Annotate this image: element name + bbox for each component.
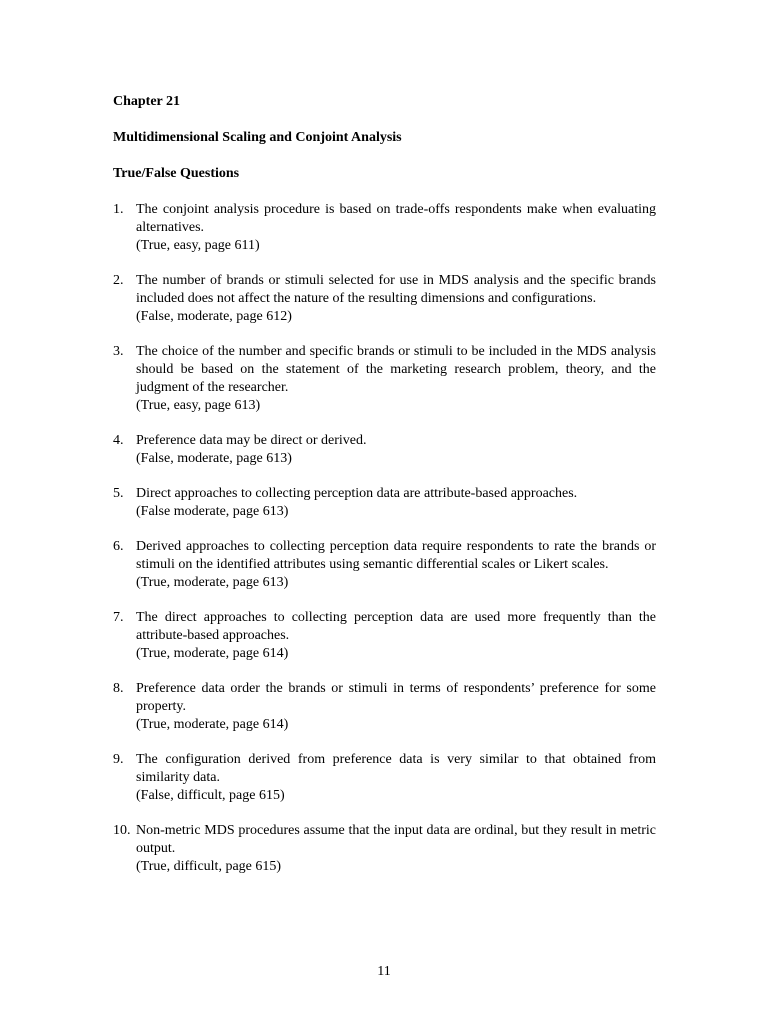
question-item — [113, 680, 656, 734]
question-answer: (True, moderate, page 614) — [136, 717, 289, 732]
question-number: 3. — [113, 344, 124, 359]
question-answer: (False, moderate, page 612) — [136, 309, 292, 324]
question-item — [113, 609, 656, 663]
question-number: 7. — [113, 610, 124, 625]
question-list — [113, 201, 656, 876]
question-text: Preference data may be direct or derived. — [136, 433, 367, 448]
question-text: Direct approaches to collecting perception data are attribute-based approaches. — [136, 486, 578, 501]
question-body — [136, 751, 656, 805]
question-text: Preference data order the brands or stimuli in terms of respondents’ preference for some property. — [136, 681, 656, 714]
chapter-title: Multidimensional Scaling and Conjoint Analysis — [113, 130, 402, 145]
question-answer: (True, moderate, page 613) — [136, 575, 289, 590]
question-item — [113, 822, 656, 876]
question-text: The number of brands or stimuli selected for use in MDS analysis and the specific brands included does not affect the nature of the resulting dimensions and configurations. — [136, 273, 656, 306]
question-text: Non-metric MDS procedures assume that the input data are ordinal, but they result in metric output. — [136, 823, 656, 856]
chapter-heading: Chapter 21 — [113, 94, 181, 109]
page-number: 11 — [377, 964, 391, 979]
question-answer: (True, easy, page 611) — [136, 238, 260, 253]
question-text: The direct approaches to collecting perception data are used more frequently than the attribute-based approaches. — [136, 610, 656, 643]
question-number: 1. — [113, 202, 124, 217]
question-body — [136, 609, 656, 663]
document-page — [113, 93, 656, 893]
question-answer: (False, moderate, page 613) — [136, 451, 292, 466]
question-answer: (False, difficult, page 615) — [136, 788, 285, 803]
question-text: Derived approaches to collecting perception data require respondents to rate the brands or stimuli on the identified attributes using semantic differential scales or Likert scales. — [136, 539, 656, 572]
question-item — [113, 201, 656, 255]
question-item — [113, 272, 656, 326]
question-answer: (False moderate, page 613) — [136, 504, 289, 519]
question-text: The choice of the number and specific brands or stimuli to be included in the MDS analysis should be based on the statement of the marketing research problem, theory, and the judgment of the researcher. — [136, 344, 656, 395]
question-text: The conjoint analysis procedure is based on trade-offs respondents make when evaluating alternatives. — [136, 202, 656, 235]
question-number: 9. — [113, 752, 124, 767]
question-item — [113, 485, 656, 521]
question-number: 4. — [113, 433, 124, 448]
question-item — [113, 538, 656, 592]
question-body — [136, 680, 656, 734]
question-item — [113, 751, 656, 805]
question-body — [136, 432, 656, 468]
section-heading: True/False Questions — [113, 166, 240, 181]
question-body — [136, 272, 656, 326]
question-item — [113, 432, 656, 468]
question-number: 10. — [113, 823, 131, 838]
question-body — [136, 343, 656, 415]
question-number: 8. — [113, 681, 124, 696]
question-number: 6. — [113, 539, 124, 554]
question-body — [136, 538, 656, 592]
question-answer: (True, moderate, page 614) — [136, 646, 289, 661]
question-text: The configuration derived from preference data is very similar to that obtained from similarity data. — [136, 752, 656, 785]
question-answer: (True, difficult, page 615) — [136, 859, 282, 874]
question-number: 2. — [113, 273, 124, 288]
question-body — [136, 201, 656, 255]
question-item — [113, 343, 656, 415]
question-body — [136, 485, 656, 521]
question-answer: (True, easy, page 613) — [136, 398, 261, 413]
question-body — [136, 822, 656, 876]
question-number: 5. — [113, 486, 124, 501]
